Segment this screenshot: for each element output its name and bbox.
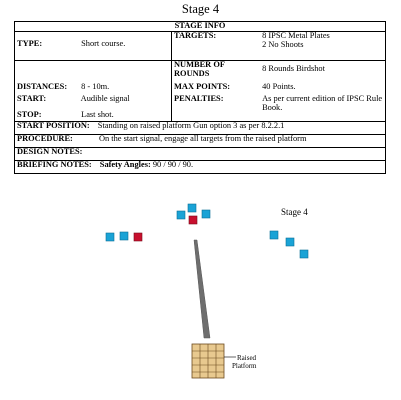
raised-platform [192,344,224,378]
briefing-notes-cell [15,160,386,173]
start-value: Audible signal [80,93,130,103]
metal-plate-target [270,231,278,239]
stage-info-table [14,21,386,174]
distances-value: 8 - 10m. [81,81,110,91]
distances-label: DISTANCES: [17,81,68,91]
design-notes-label: DESIGN NOTES: [17,146,83,156]
stop-value: Last shot. [81,109,114,119]
metal-plate-target [106,233,114,241]
metal-plate-target [202,210,210,218]
metal-plate-target [177,211,185,219]
targets-value-2: 2 No Shoots [262,39,304,49]
procedure-value: On the start signal, engage all targets from the raised platform [98,133,307,143]
briefing-notes-row [15,160,386,173]
penalties-label: PENALTIES: [174,93,224,103]
procedure-cell [15,134,386,147]
rounds-value: 8 Rounds Birdshot [262,63,325,73]
rounds-points-penalties-cell [172,60,386,121]
distances-rounds-row [15,60,386,121]
design-notes-row [15,147,386,160]
penalties-value-2: Book. [262,102,283,112]
safety-angles-label: Safety Angles: [99,159,151,169]
max-points-label: MAX POINTS: [174,81,231,91]
targets-value-1: 8 IPSC Metal Plates [262,30,330,40]
metal-plate-target [286,238,294,246]
start-position-label: START POSITION: [17,120,90,130]
platform-label-line-1: Raised [237,354,257,362]
distances-start-stop-cell [15,60,172,121]
type-targets-row [15,31,386,60]
no-shoot-target [134,233,142,241]
barrier-wall [194,240,210,338]
metal-plate-target [188,204,196,212]
procedure-row [15,134,386,147]
safety-angles-value: 90 / 90 / 90. [152,159,194,169]
max-points-value: 40 Points. [262,81,296,91]
procedure-label: PROCEDURE: [17,133,73,143]
stop-label: STOP: [17,109,42,119]
stage-diagram [0,195,401,400]
header-row [15,22,386,32]
stage-label: Stage 4 [281,207,308,217]
page-title: Stage 4 [181,2,220,16]
start-position-value: Standing on raised platform Gun option 3 as per 8.2.2.1 [97,120,285,130]
rounds-label-2: ROUNDS [174,68,210,78]
start-position-row [15,121,386,134]
type-cell [15,31,172,60]
metal-plate-target [300,250,308,258]
type-value: Short course. [81,38,126,48]
start-position-cell [15,121,386,134]
platform-label-line-2: Platform [232,362,257,370]
no-shoot-target [189,216,197,224]
targets-cell [172,31,386,60]
stage-info-header: STAGE INFO [15,22,386,32]
design-notes-cell [15,147,386,160]
penalties-value-1: As per current edition of IPSC Rule [262,93,383,103]
briefing-notes-label: BRIEFING NOTES: [17,159,92,169]
targets-label: TARGETS: [174,30,217,40]
type-label: TYPE: [17,38,43,48]
start-label: START: [17,93,47,103]
rounds-label-1: NUMBER OF [174,59,225,69]
metal-plate-target [120,232,128,240]
